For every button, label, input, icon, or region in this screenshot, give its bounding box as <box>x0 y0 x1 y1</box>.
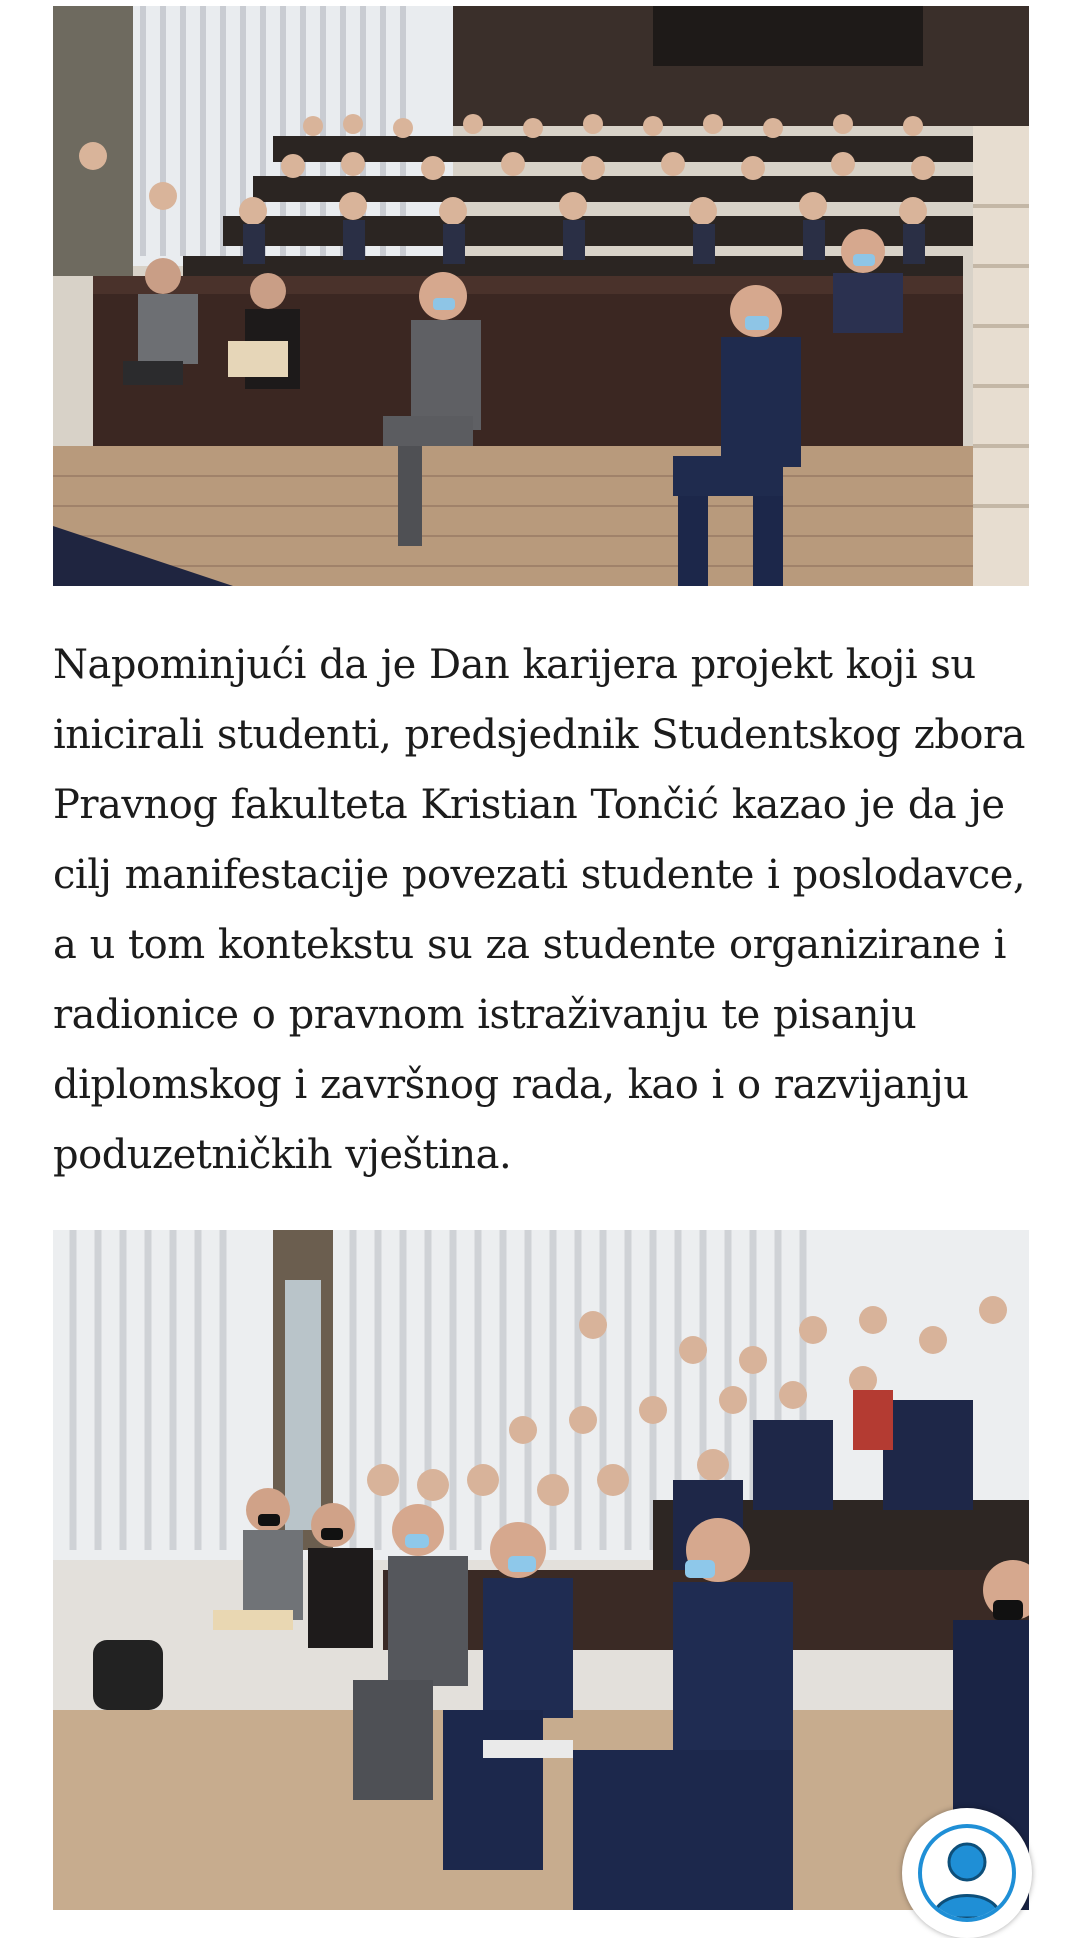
user-avatar-icon <box>918 1824 1016 1922</box>
user-avatar-glyph <box>922 1828 1012 1918</box>
user-profile-button[interactable] <box>902 1808 1032 1938</box>
lecture-hall-photo-illustration <box>53 6 1029 586</box>
front-row-photo-illustration <box>53 1230 1029 1910</box>
article-photo-lecture-hall <box>53 6 1029 586</box>
article-photo-front-row <box>53 1230 1029 1910</box>
article-paragraph: Napominjući da je Dan karijera projekt koji su inicirali studenti, predsjednik Studentskog zbora Pravnog fakulteta Kristian Tončić kazao je da je cilj manifestacije povezati studente i poslodavce, a u tom kontekstu su za studente organizirane i radionice o pravnom istraživanju te pisanju diplomskog i završnog rada, kao i o razvijanju poduzetničkih vještina. <box>53 642 1026 1178</box>
